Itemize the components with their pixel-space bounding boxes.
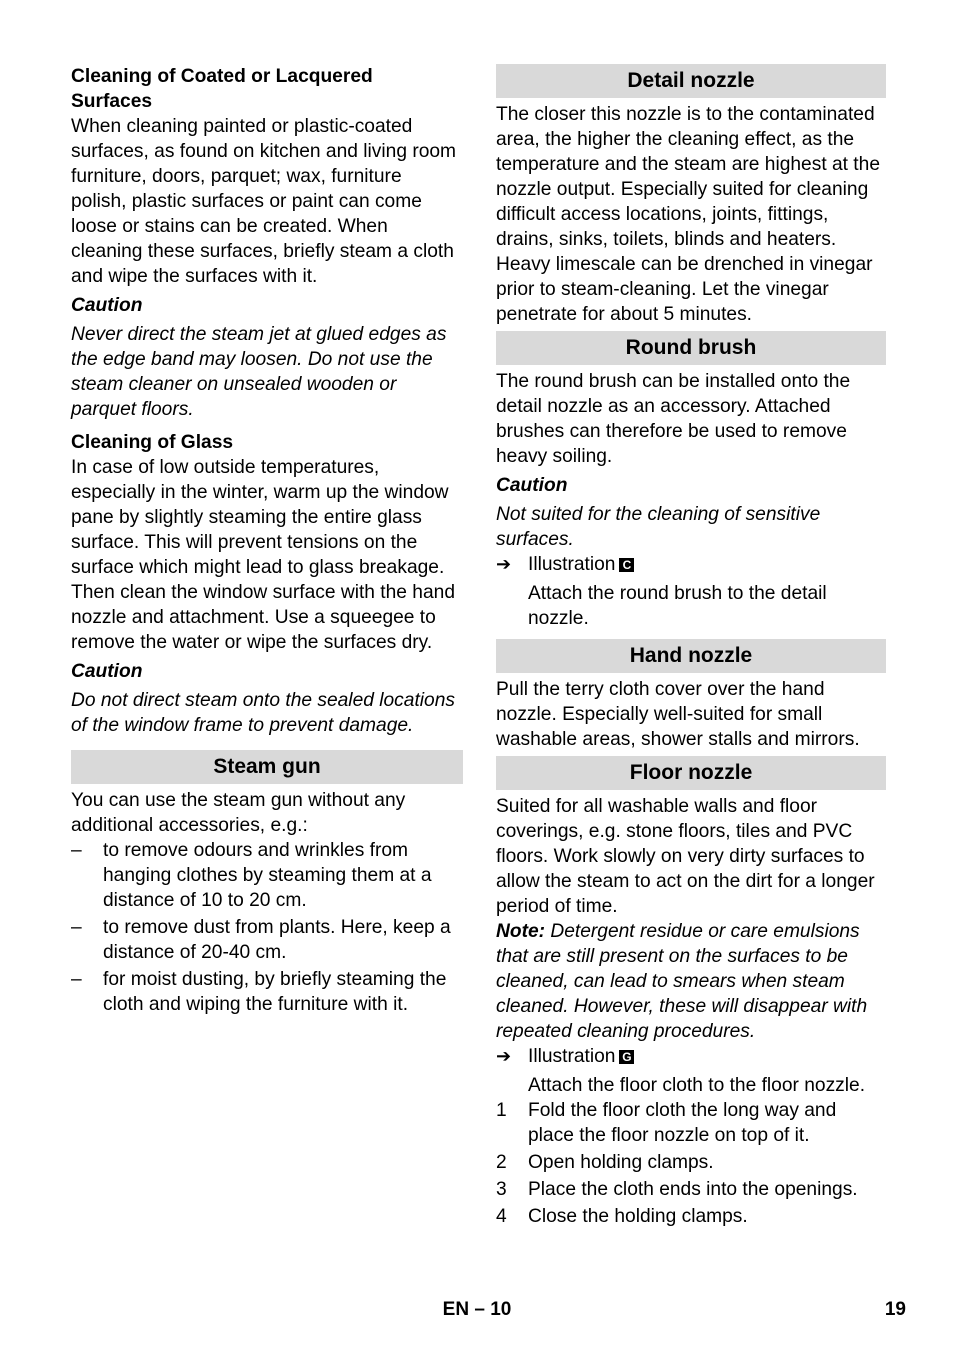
step-number: 2 [496,1152,507,1173]
list-item [71,967,463,1017]
detail-text: The closer this nozzle is to the contaminated area, the higher the cleaning effect, as the temperature and the steam are highest at the nozzle output. Especially suited for cleaning difficult access locations, joints, fittings, drains, sinks, toilets, blinds and heaters. Heavy limescale can be drenched in vinegar prior to steam-cleaning. Let the vinegar penetrate for about 5 minutes. [496,104,880,325]
left-column [71,64,463,1019]
caution-label: Caution [71,295,143,316]
dash-marker: – [71,917,82,938]
illustration-g-icon: G [619,1050,634,1064]
page-number: 19 [884,1299,906,1320]
section-heading-floor-nozzle: Floor nozzle [496,756,886,790]
list-item [496,1150,886,1175]
round-brush-attach: Attach the round brush to the detail nozzle. [528,583,827,629]
illustration-label: Illustration [528,1046,616,1067]
caution-label: Caution [71,661,143,682]
right-column [496,64,886,1231]
list-item-text: for moist dusting, by briefly steaming the cloth and wiping the furniture with it. [103,969,447,1015]
note-text: Detergent residue or care emulsions that are still present on the surfaces to be cleaned, can lead to smears when steam cleaned. However, these will disappear with repeated cleaning procedures. [496,921,868,1042]
step-text: Fold the floor cloth the long way and place the floor nozzle on top of it. [528,1100,837,1146]
dash-marker: – [71,840,82,861]
arrow-icon: ➔ [496,554,512,574]
step-number: 1 [496,1100,507,1121]
step-number: 3 [496,1179,507,1200]
list-item-text: to remove odours and wrinkles from hanging clothes by steaming them at a distance of 10 to 20 cm. [103,840,432,911]
floor-cloth-attach: Attach the floor cloth to the floor nozzle. [528,1075,866,1096]
list-item [496,1204,886,1229]
section-heading-hand-nozzle: Hand nozzle [496,639,886,673]
illustration-ref [496,1044,886,1069]
glass-text-2: Then clean the window surface with the hand nozzle and attachment. Use a squeegee to remove the water or wipe the surfaces dry. [71,582,455,653]
round-brush-text: The round brush can be installed onto the detail nozzle as an accessory. Attached brushes can therefore be used to remove heavy soiling. [496,371,851,467]
illustration-c-icon: C [619,558,634,572]
steam-gun-intro: You can use the steam gun without any additional accessories, e.g.: [71,790,406,836]
section-heading-detail-nozzle: Detail nozzle [496,64,886,98]
caution-text: Never direct the steam jet at glued edges as the edge band may loosen. Do not use the steam cleaner on unsealed wooden or parquet floors. [71,324,447,420]
list-item [71,838,463,913]
floor-nozzle-text: Suited for all washable walls and floor coverings, e.g. stone floors, tiles and PVC floors. Work slowly on very dirty surfaces to allow the steam to act on the dirt for a longer period of time. [496,796,875,917]
glass-heading: Cleaning of Glass [71,432,234,453]
note-paragraph [496,919,886,1044]
illustration-ref [496,552,886,577]
note-label: Note: [496,921,546,942]
list-item [496,1177,886,1202]
caution-label: Caution [496,475,568,496]
section-heading-round-brush: Round brush [496,331,886,365]
dash-marker: – [71,969,82,990]
coated-heading: Cleaning of Coated or Lacquered Surfaces [71,66,373,112]
coated-text: When cleaning painted or plastic-coated surfaces, as found on kitchen and living room furniture, doors, parquet; wax, furniture polish, plastic surfaces or paint can come loose or stains can be created. When cleaning these surfaces, briefly steam a cloth and wipe the surfaces with it. [71,116,457,287]
step-text: Close the holding clamps. [528,1206,748,1227]
glass-text-1: In case of low outside temperatures, especially in the winter, warm up the window pane by slightly steaming the entire glass surface. This will prevent tensions on the surface which might lead to glass breakage. [71,457,449,578]
step-text: Open holding clamps. [528,1152,714,1173]
step-text: Place the cloth ends into the openings. [528,1179,858,1200]
list-item-text: to remove dust from plants. Here, keep a distance of 20-40 cm. [103,917,451,963]
step-number: 4 [496,1206,507,1227]
list-item [71,915,463,965]
illustration-label: Illustration [528,554,616,575]
footer-language-page: EN – 10 [442,1299,512,1320]
caution-text: Not suited for the cleaning of sensitive surfaces. [496,504,821,550]
hand-nozzle-text: Pull the terry cloth cover over the hand nozzle. Especially well-suited for small washable areas, shower stalls and mirrors. [496,679,860,750]
section-heading-steam-gun: Steam gun [71,750,463,784]
caution-text: Do not direct steam onto the sealed locations of the window frame to prevent damage. [71,690,455,736]
arrow-icon: ➔ [496,1046,512,1066]
list-item [496,1098,886,1148]
